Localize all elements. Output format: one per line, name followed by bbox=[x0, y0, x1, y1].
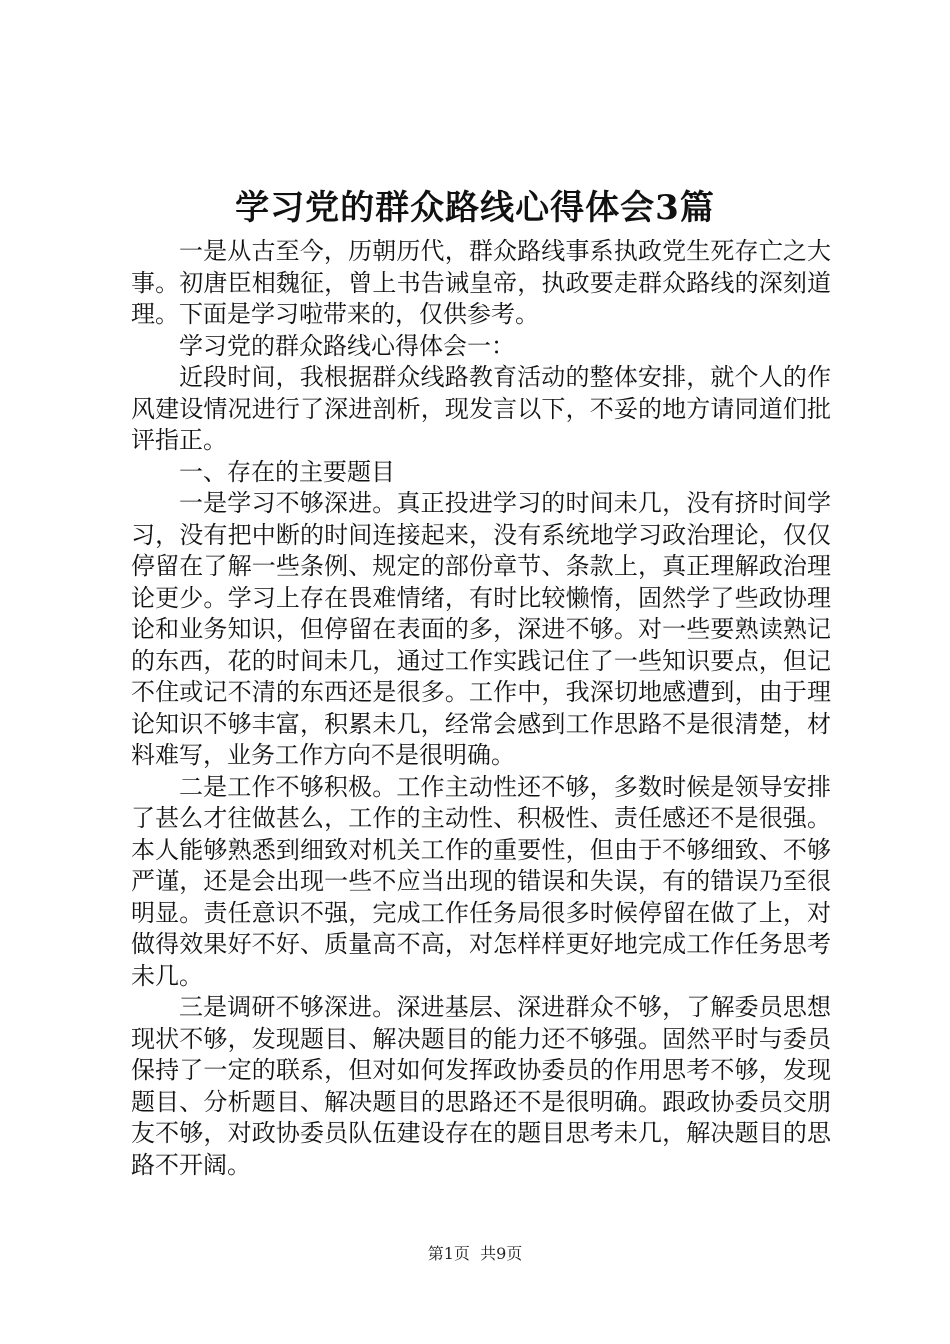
document-body bbox=[131, 236, 831, 1181]
document-title: 学习党的群众路线心得体会3篇 bbox=[235, 188, 715, 228]
paragraph-problem-study: 一是学习不够深进。真正投进学习的时间未几，没有挤时间学习，没有把中断的时间连接起来，没有系统地学习政治理论，仅仅停留在了解一些条例、规定的部份章节、条款上，真正理解政治理论更少。学习上存在畏难情绪，有时比较懒惰，固然学了些政协理论和业务知识，但停留在表面的多，深进不够。对一些要熟读熟记的东西，花的时间未几，通过工作实践记住了一些知识要点，但记不住或记不清的东西还是很多。工作中，我深切地感遭到，由于理论知识不够丰富，积累未几，经常会感到工作思路不是很清楚，材料难写，业务工作方向不是很明确。 bbox=[131, 489, 831, 769]
footer-separator bbox=[470, 1244, 480, 1263]
paragraph-subheading-problems: 一、存在的主要题目 bbox=[179, 457, 395, 486]
page-footer bbox=[0, 1244, 950, 1264]
paragraph-problem-research: 三是调研不够深进。深进基层、深进群众不够，了解委员思想现状不够，发现题目、解决题目的能力还不够强。固然平时与委员保持了一定的联系，但对如何发挥政协委员的作用思考不够，发现题目、分析题目、解决题目的思路还不是很明确。跟政协委员交朋友不够，对政协委员队伍建设存在的题目思考未几，解决题目的思路不开阔。 bbox=[131, 993, 831, 1179]
page-total: 共9页 bbox=[480, 1244, 523, 1263]
paragraph-intro: 一是从古至今，历朝历代，群众路线事系执政党生死存亡之大事。初唐臣相魏征，曾上书告诫皇帝，执政要走群众路线的深刻道理。下面是学习啦带来的，仅供参考。 bbox=[131, 237, 831, 328]
page-number: 第1页 bbox=[427, 1244, 470, 1263]
paragraph-problem-work: 二是工作不够积极。工作主动性还不够，多数时候是领导安排了甚么才往做甚么，工作的主动性、积极性、责任感还不是很强。本人能够熟悉到细致对机关工作的重要性，但由于不够细致、不够严谨，还是会出现一些不应当出现的错误和失误，有的错误乃至很明显。责任意识不强，完成工作任务局很多时候停留在做了上，对做得效果好不好、质量高不高，对怎样样更好地完成工作任务思考未几。 bbox=[131, 772, 831, 990]
paragraph-section-heading-1: 学习党的群众路线心得体会一： bbox=[179, 331, 515, 360]
paragraph-opening: 近段时间，我根据群众线路教育活动的整体安排，就个人的作风建设情况进行了深进剖析，现发言以下，不妥的地方请同道们批评指正。 bbox=[131, 363, 831, 454]
